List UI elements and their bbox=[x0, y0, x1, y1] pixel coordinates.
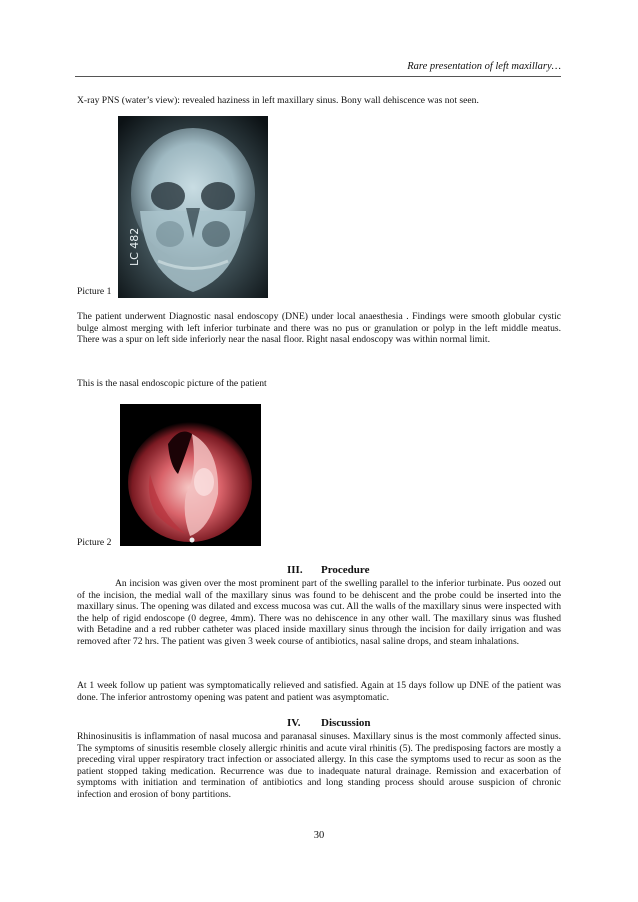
film-marking: LC 482 bbox=[128, 227, 141, 266]
procedure-heading-number: III. bbox=[287, 564, 303, 576]
header-rule bbox=[75, 76, 561, 77]
discussion-paragraph-1: Rhinosinusitis is inflammation of nasal mucosa and paranasal sinuses. Maxillary sinus is the most commonly affected sinus. The symptoms of sinusitis resemble closely allergic rhinitis and acute viral rhinitis (5). The predisposing factors are mostly a preceding viral upper respiratory tract infection or associated allergy. In this case the symptoms used to recur as soon as the patient stopped taking medication. Recurrence was due to inadequate natural drainage. Remission and exacerbation of symptoms with initiation and termination of antibiotics and long standing process should arouse suspicion of chronic infection and erosion of bony partitions. bbox=[77, 731, 561, 800]
procedure-heading-title: Procedure bbox=[321, 564, 370, 576]
page-number: 30 bbox=[313, 830, 325, 841]
discussion-heading-number: IV. bbox=[287, 717, 301, 729]
picture-2-caption: Picture 2 bbox=[77, 537, 112, 548]
procedure-paragraph-2: At 1 week follow up patient was symptomatically relieved and satisfied. Again at 15 days follow up DNE of the patient was done. The inferior antrostomy opening was patent and patient was asymptomatic. bbox=[77, 680, 561, 703]
procedure-heading bbox=[287, 564, 369, 576]
endoscopy-paragraph: The patient underwent Diagnostic nasal endoscopy (DNE) under local anaesthesia . Findings were smooth globular cystic bulge almost merging with left inferior turbinate and there was no pus or granulation or polyp in the left middle meatus. There was a spur on left side inferiorly near the nasal floor. Right nasal endoscopy was within normal limit. bbox=[77, 311, 561, 346]
xray-skull-illustration bbox=[118, 116, 268, 298]
discussion-heading bbox=[287, 717, 371, 729]
xray-findings-text: X-ray PNS (water’s view): revealed haziness in left maxillary sinus. Bony wall dehiscence was not seen. bbox=[77, 95, 479, 106]
picture-1-caption: Picture 1 bbox=[77, 286, 112, 297]
endoscopy-illustration bbox=[120, 404, 261, 546]
procedure-paragraph-1: An incision was given over the most prominent part of the swelling parallel to the inferior turbinate. Pus oozed out of the incision, the medial wall of the maxillary sinus was found to be dehiscent and the probe could be inserted into the maxillary sinus. The opening was dilated and excess mucosa was cut. All the walls of the maxillary sinus were inspected with the help of rigid endoscope (0 degree, 4mm). There was no dehiscence in any other wall. The maxillary sinus was flushed with Betadine and a red rubber catheter was placed inside maxillary sinus through the incision for daily irrigation and was removed after 72 hrs. The patient was given 3 week course of antibiotics, nasal saline drops, and steam inhalations. bbox=[77, 578, 561, 647]
endoscopy-image bbox=[120, 404, 261, 546]
xray-image bbox=[118, 116, 268, 298]
endoscopic-picture-intro: This is the nasal endoscopic picture of the patient bbox=[77, 378, 267, 389]
discussion-heading-title: Discussion bbox=[321, 717, 371, 729]
running-header: Rare presentation of left maxillary… bbox=[407, 61, 561, 72]
